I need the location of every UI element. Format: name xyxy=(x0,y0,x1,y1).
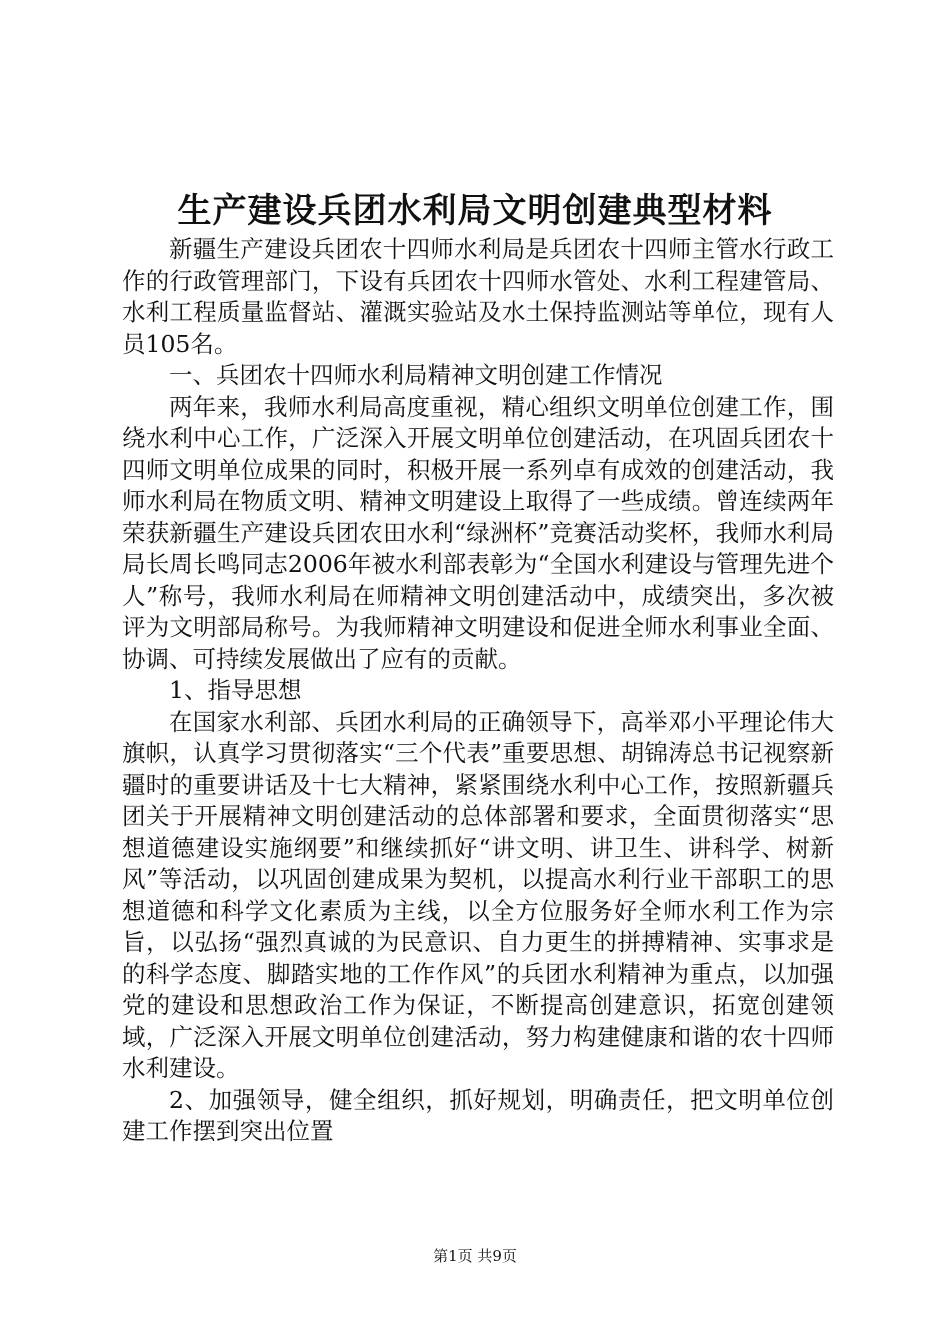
subheading-guiding-ideology: 1、指导思想 xyxy=(169,676,302,704)
subheading-leadership: 2、加强领导，健全组织，抓好规划，明确责任，把文明单位创建工作摆到突出位置 xyxy=(122,1085,834,1145)
section-heading-1: 一、兵团农十四师水利局精神文明创建工作情况 xyxy=(169,361,663,389)
paragraph-achievements: 两年来，我师水利局高度重视，精心组织文明单位创建工作，围绕水利中心工作，广泛深入开展文明单位创建活动，在巩固兵团农十四师文明单位成果的同时，积极开展一系列卓有成效的创建活动，我师水利局在物质文明、精神文明建设上取得了一些成绩。曾连续两年荣获新疆生产建设兵团农田水利“绿洲杯”竞赛活动奖杯，我师水利局局长周长鸣同志2006年被水利部表彰为“全国水利建设与管理先进个人”称号，我师水利局在师精神文明创建活动中，成绩突出，多次被评为文明部局称号。为我师精神文明建设和促进全师水利事业全面、协调、可持续发展做出了应有的贡献。 xyxy=(122,392,834,673)
page-footer: 第1页 共9页 xyxy=(433,1247,517,1265)
paragraph-guiding-ideology: 在国家水利部、兵团水利局的正确领导下，高举邓小平理论伟大旗帜，认真学习贯彻落实“三个代表”重要思想、胡锦涛总书记视察新疆时的重要讲话及十七大精神，紧紧围绕水利中心工作，按照新疆兵团关于开展精神文明创建活动的总体部署和要求，全面贯彻落实“思想道德建设实施纲要”和继续抓好“讲文明、讲卫生、讲科学、树新风”等活动，以巩固创建成果为契机，以提高水利行业干部职工的思想道德和科学文化素质为主线，以全方位服务好全师水利工作为宗旨，以弘扬“强烈真诚的为民意识、自力更生的拼搏精神、实事求是的科学态度、脚踏实地的工作作风”的兵团水利精神为重点，以加强党的建设和思想政治工作为保证，不断提高创建意识，拓宽创建领域，广泛深入开展文明单位创建活动，努力构建健康和谐的农十四师水利建设。 xyxy=(122,707,834,1082)
document-body xyxy=(122,234,834,1148)
paragraph-intro: 新疆生产建设兵团农十四师水利局是兵团农十四师主管水行政工作的行政管理部门，下设有兵团农十四师水管处、水利工程建管局、水利工程质量监督站、灌溉实验站及水土保持监测站等单位，现有人员105名。 xyxy=(122,235,834,358)
document-title: 生产建设兵团水利局文明创建典型材料 xyxy=(177,191,773,231)
